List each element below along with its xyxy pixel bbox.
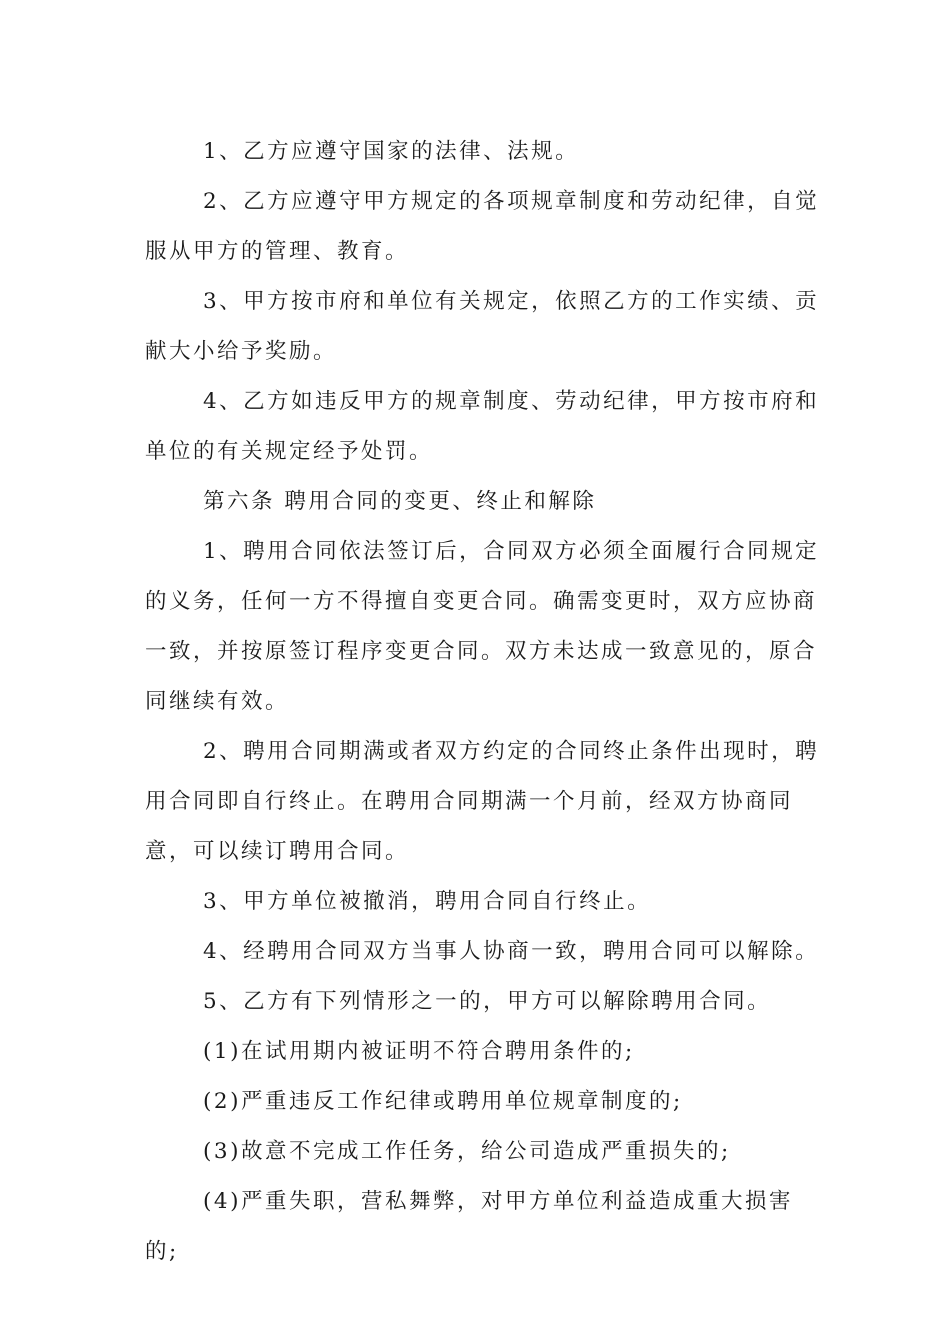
paragraph-article-6-item-4: 4、经聘用合同双方当事人协商一致，聘用合同可以解除。 xyxy=(203,939,820,964)
list-item-sub-3: (3)故意不完成工作任务，给公司造成严重损失的; xyxy=(203,1139,731,1164)
list-item-sub-2: (2)严重违反工作纪律或聘用单位规章制度的; xyxy=(203,1089,683,1114)
paragraph-clause-3: 3、甲方按市府和单位有关规定，依照乙方的工作实绩、贡献大小给予奖励。 xyxy=(145,289,820,364)
paragraph-clause-4: 4、乙方如违反甲方的规章制度、劳动纪律，甲方按市府和单位的有关规定经予处罚。 xyxy=(145,389,820,464)
section-heading-article-6: 第六条 聘用合同的变更、终止和解除 xyxy=(203,489,597,514)
paragraph-article-6-item-1: 1、聘用合同依法签订后，合同双方必须全面履行合同规定的义务，任何一方不得擅自变更合同。确需变更时，双方应协商一致，并按原签订程序变更合同。双方未达成一致意见的，原合同继续有效。 xyxy=(145,539,820,714)
paragraph-article-6-item-5: 5、乙方有下列情形之一的，甲方可以解除聘用合同。 xyxy=(203,989,772,1014)
paragraph-article-6-item-2: 2、聘用合同期满或者双方约定的合同终止条件出现时，聘用合同即自行终止。在聘用合同期满一个月前，经双方协商同意，可以续订聘用合同。 xyxy=(145,739,820,864)
list-item-sub-4: (4)严重失职，营私舞弊，对甲方单位利益造成重大损害的; xyxy=(145,1189,793,1264)
paragraph-clause-1: 1、乙方应遵守国家的法律、法规。 xyxy=(203,139,580,164)
list-item-sub-1: (1)在试用期内被证明不符合聘用条件的; xyxy=(203,1039,635,1064)
paragraph-article-6-item-3: 3、甲方单位被撤消，聘用合同自行终止。 xyxy=(203,889,652,914)
document-body xyxy=(145,127,825,1277)
paragraph-clause-2: 2、乙方应遵守甲方规定的各项规章制度和劳动纪律，自觉服从甲方的管理、教育。 xyxy=(145,189,820,264)
